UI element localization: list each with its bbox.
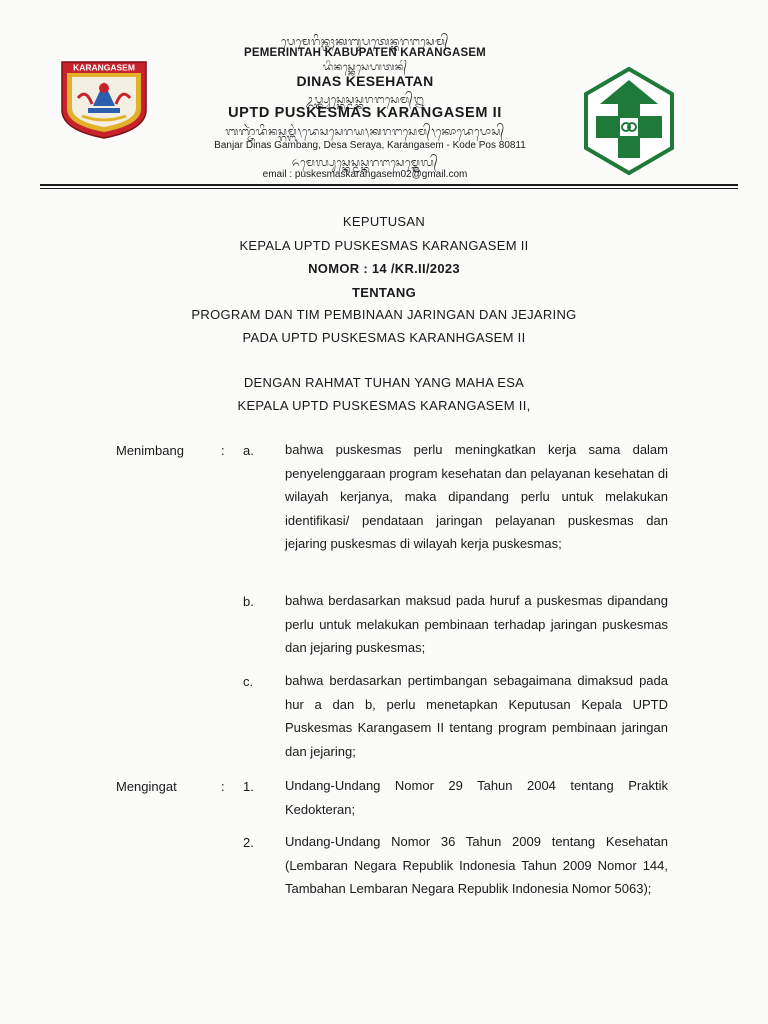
menimbang-item-a: bahwa puskesmas perlu meningkatkan kerja sama dalam penyelenggaraan program kesehatan dan pelayanan kesehatan di wilayah kerjanya, maka dipandang perlu untuk melakukan identifikasi/ pendataan jaringan pelayanan puskesmas dan jejaring puskesmas di wilayah kerja puskesmas;	[285, 442, 668, 552]
balinese-script-line-3: ᬉᬧ᭄ᬢ᭄ᬤ᭄ᬧᬸᬲ᭄ᬓᬾᬲ᭄ᬫᬲ᭄ᬓᬭᬗᬲᬾᬫ᭄᭒	[305, 93, 425, 106]
menimbang-item-c: bahwa berdasarkan pertimbangan sebagaimana dimaksud pada hur a dan b, perlu menetapkan Keputusan Kepala UPTD Puskesmas Karangasem II tentang program pembinaan jaringan dan jejaring;	[285, 673, 668, 759]
government-name: PEMERINTAH KABUPATEN KARANGASEM	[244, 47, 486, 59]
department-name: DINAS KESEHATAN	[296, 73, 434, 89]
decree-title: KEPUTUSAN	[342, 214, 426, 229]
issuer-line: KEPALA UPTD PUSKESMAS KARANGASEM II,	[237, 398, 531, 413]
decree-subject-line-1: PROGRAM DAN TIM PEMBINAAN JARINGAN DAN JEJARING	[191, 307, 577, 322]
balinese-script-line-4: ᬩᬜ᭄ᬚᬃᬤᬶᬦᬲ᭄ᬕᬫ᭄ᬩᬂ᭞ᬤᬾᬲᬲᬾᬭᬬ᭞ᬓᬭᬗᬲᬾᬫ᭄᭞ᬓᭀᬤᬾᬧᭀᬲ᭄	[225, 125, 505, 138]
balinese-script-line-5: ᬏᬫᬾᬮ᭄ᬧᬸᬲ᭄ᬓᬾᬲ᭄ᬫᬲ᭄ᬓᬭᬗᬲᬾᬫ᭄ᬕ᭄ᬫᬾᬮ᭄	[291, 156, 439, 169]
crest-label: KARANGASEM	[73, 62, 135, 73]
unit-name: UPTD PUSKESMAS KARANGASEM II	[228, 105, 502, 121]
letterhead-divider-thin	[40, 188, 738, 189]
decree-subject-line-2: PADA UPTD PUSKESMAS KARANHGASEM II	[242, 330, 526, 345]
balinese-script-line-1: ᬧᬾᬫᬾᬭᬶᬦ᭄ᬢᬄᬓᬩᬸᬧᬢᬾᬦ᭄ᬓᬭᬗᬲᬾᬫ᭄	[281, 35, 449, 48]
decree-number: NOMOR : 14 /KR.II/2023	[308, 261, 460, 276]
blessing-line: DENGAN RAHMAT TUHAN YANG MAHA ESA	[243, 375, 525, 390]
karangasem-regency-crest	[58, 58, 150, 140]
email-line: email : puskesmaskarangasem02@gmail.com	[262, 169, 468, 180]
mengingat-label: Mengingat	[116, 779, 177, 794]
mengingat-item-2: Undang-Undang Nomor 36 Tahun 2009 tentang Kesehatan (Lembaran Negara Republik Indonesia Tahun 2009 Nomor 144, Tambahan Lembaran Negara Republik Indonesia Nomor 5063);	[285, 834, 668, 897]
menimbang-marker-c: c.	[243, 674, 254, 689]
menimbang-label: Menimbang	[116, 443, 184, 458]
balinese-script-line-2: ᬤᬶᬦᬲ᭄ᬓᬾᬲᬾᬳᬢᬦ᭄	[322, 62, 408, 73]
mengingat-colon: :	[221, 779, 225, 794]
puskesmas-logo	[582, 66, 676, 176]
mengingat-marker-1: 1.	[243, 779, 254, 794]
menimbang-marker-a: a.	[243, 443, 254, 458]
menimbang-colon: :	[221, 443, 225, 458]
menimbang-item-b: bahwa berdasarkan maksud pada huruf a puskesmas dipandang perlu untuk melakukan pembinaan terhadap jaringan puskesmas dan jejaring puskesmas;	[285, 593, 668, 656]
letterhead-divider-thick	[40, 184, 738, 186]
menimbang-marker-b: b.	[243, 594, 254, 609]
decree-tentang: TENTANG	[352, 285, 416, 300]
mengingat-marker-2: 2.	[243, 835, 254, 850]
address-line: Banjar Dinas Gambang, Desa Seraya, Karangasem - Kode Pos 80811	[214, 140, 526, 151]
decree-issuer: KEPALA UPTD PUSKESMAS KARANGASEM II	[239, 238, 529, 253]
mengingat-item-1: Undang-Undang Nomor 29 Tahun 2004 tentang Praktik Kedokteran;	[285, 778, 668, 817]
